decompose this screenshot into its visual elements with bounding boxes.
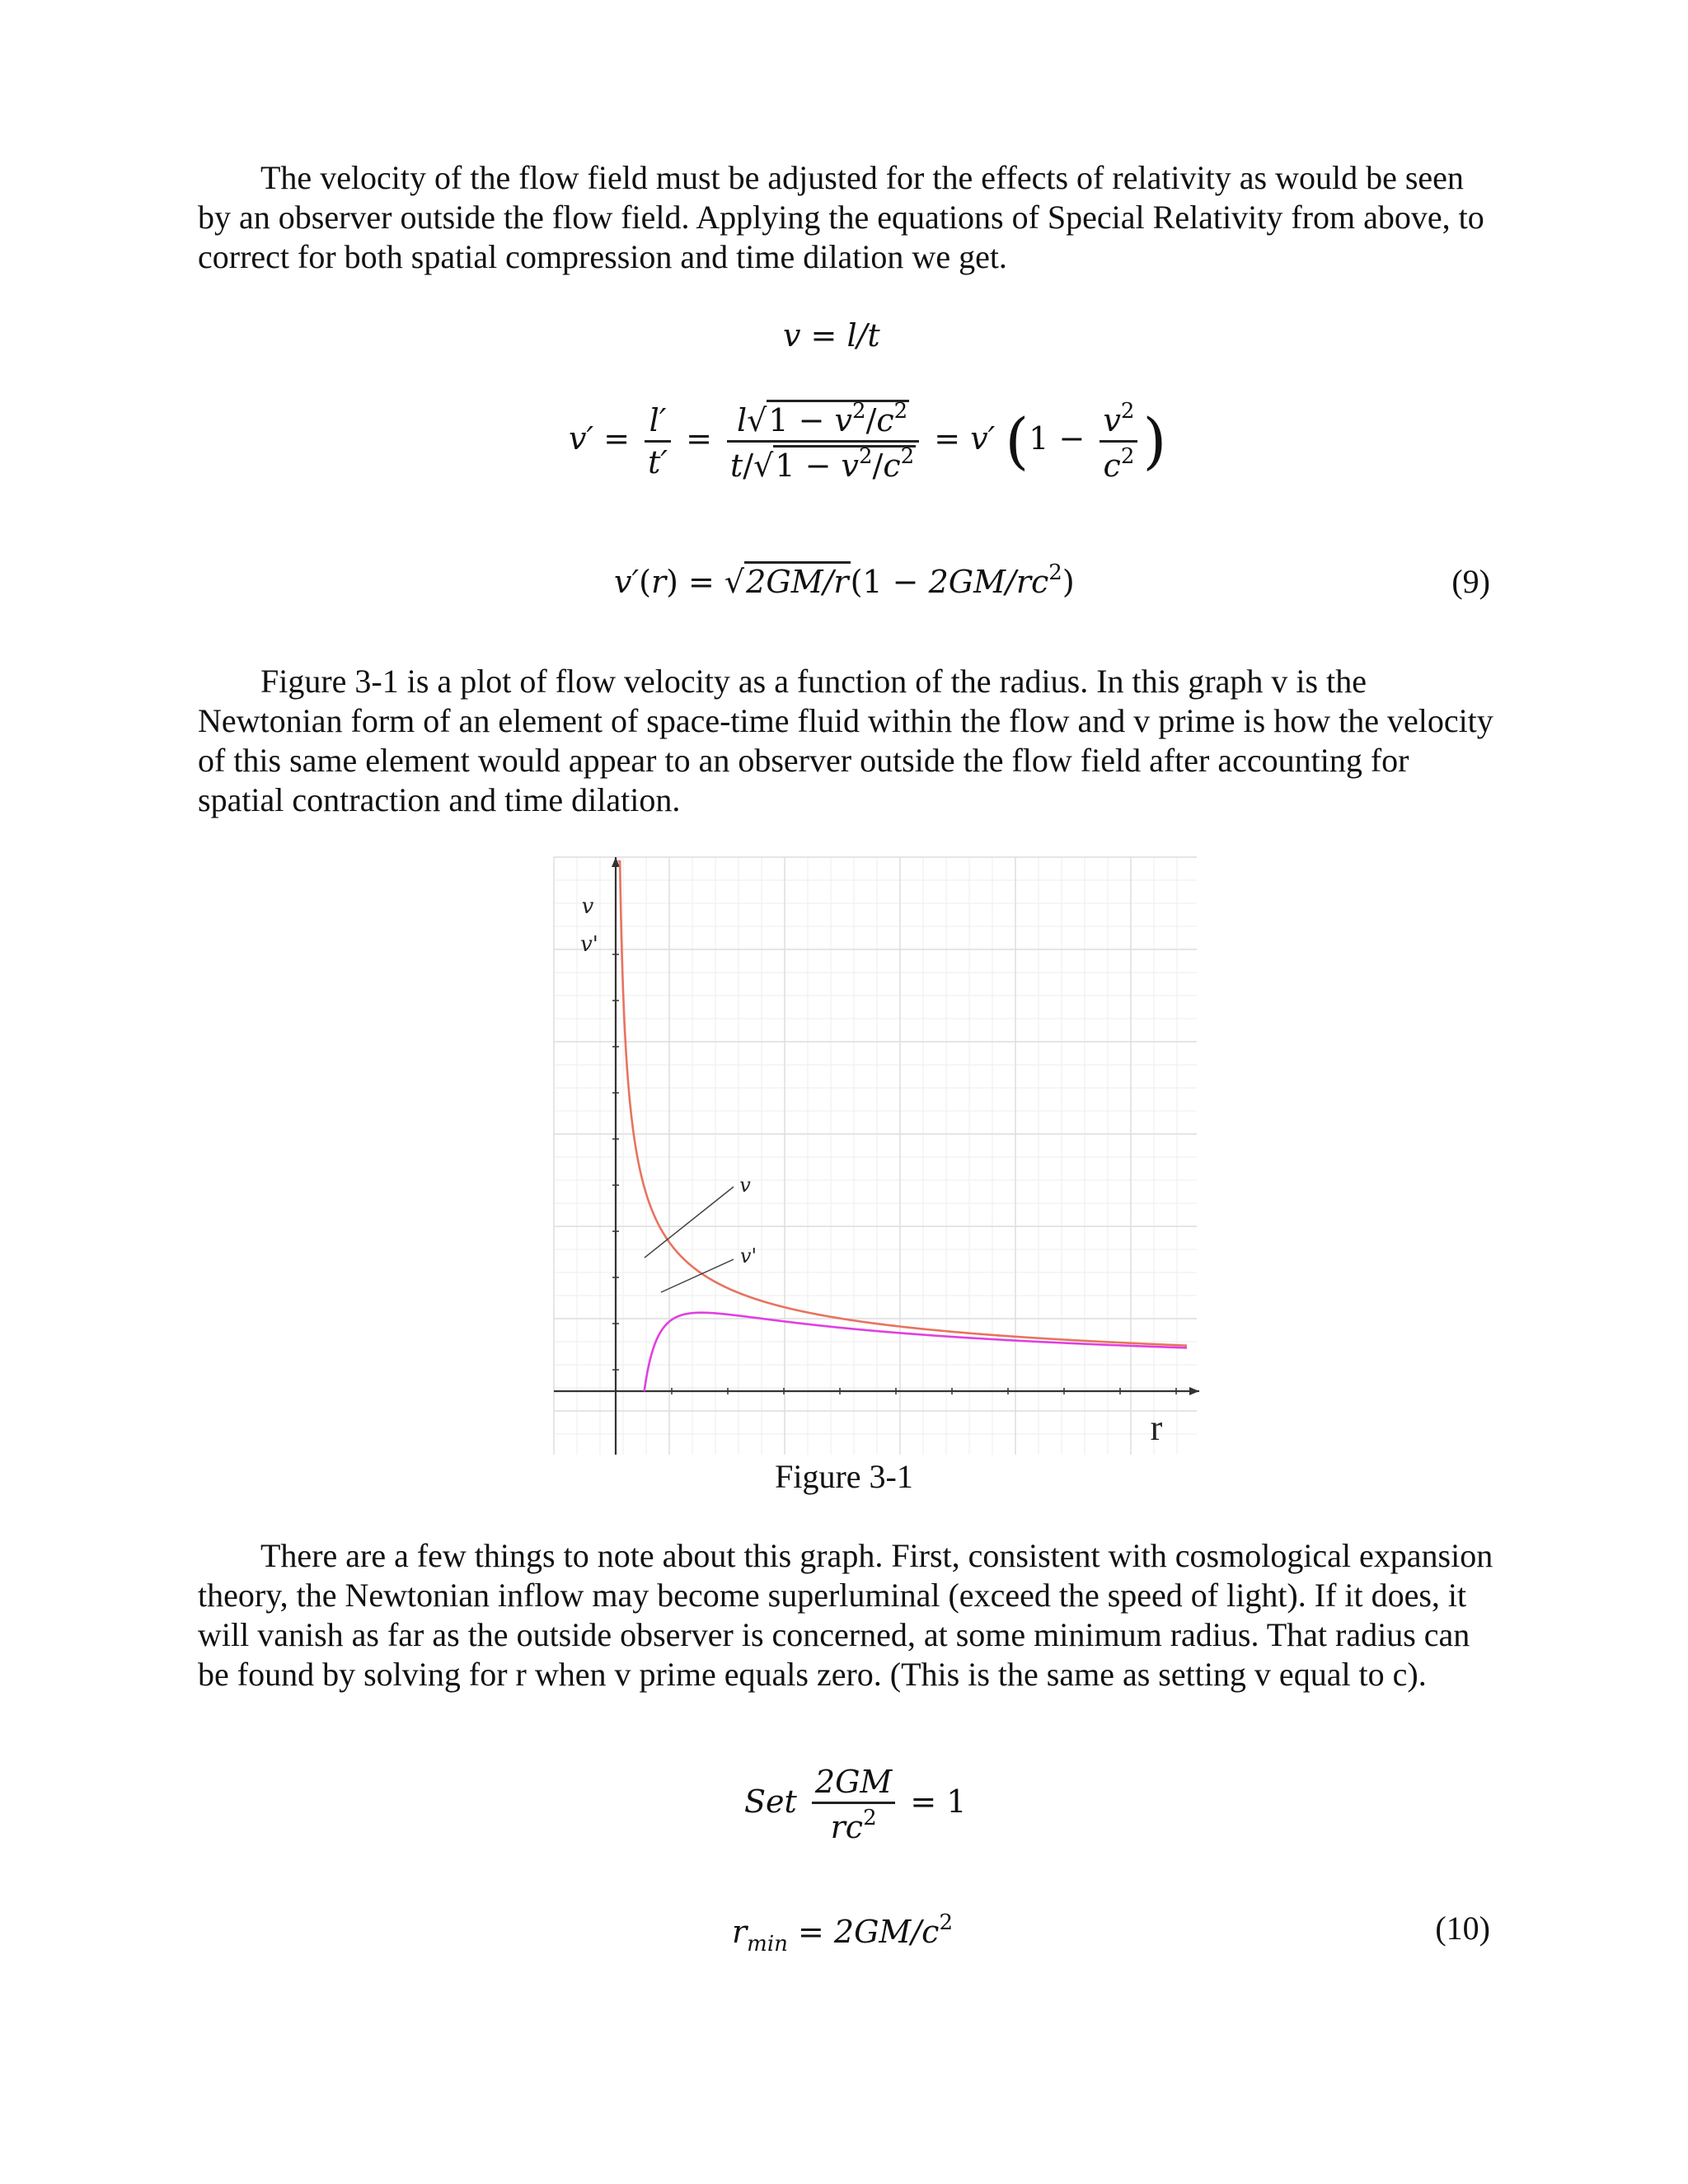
equation-v-equals-l-over-t: v = l/t	[783, 317, 880, 354]
figure-caption: Figure 3-1	[775, 1458, 913, 1495]
series-line-v-prime	[645, 1313, 1187, 1391]
annotation-leader-v-prime	[661, 1259, 734, 1292]
y-axis-label-v-prime: v'	[580, 932, 598, 957]
annotation-label-v: v	[739, 1174, 751, 1197]
set-label: Set	[744, 1783, 797, 1820]
equation-10-number: (10)	[1435, 1910, 1490, 1947]
equation-set-condition: Set $\frac{2GM}{rc^2}$ = 1	[744, 1764, 967, 1845]
paragraph-2: Figure 3-1 is a plot of flow velocity as a function of the radius. In this graph v is the Newtonian form of an element of space-time fluid within the flow and v prime is how the velocity of this same element would appear to an observer outside the flow field after accounting for spatial contraction and time dilation.	[198, 663, 1493, 818]
equation-9-number: (9)	[1451, 563, 1490, 600]
equation-relativistic-velocity: v′ = $\frac{l'}{t'}$ = $\frac{l√1 - v^2/c^2}{t/√1 - v^2/c^2}$ = v′ (1 − $\frac{v^2}{c^2}$ )	[569, 399, 1167, 484]
annotation-label-v-prime: v'	[739, 1244, 757, 1268]
equation-10: $r_{min} = 2GM/c^2$	[732, 1910, 953, 1957]
y-axis-label-v: v	[581, 894, 594, 919]
paragraph-3: There are a few things to note about this graph. First, consistent with cosmological expansion theory, the Newtonian inflow may become superluminal (exceed the speed of light). If it does, it will vanish as far as the outside observer is concerned, at some minimum radius. That radius can be found by solving for r when v prime equals zero. (This is the same as setting v equal to c).	[198, 1537, 1493, 1693]
x-axis-label-r: r	[1150, 1408, 1163, 1448]
paragraph-1: The velocity of the flow field must be adjusted for the effects of relativity as would be seen by an observer outside the flow field. Applying the equations of Special Relativity from above, to correct for both spatial compression and time dilation we get.	[198, 159, 1484, 275]
equation-9: $v'(r) = √2GM/r(1 - 2GM/rc^2)$	[614, 560, 1075, 600]
